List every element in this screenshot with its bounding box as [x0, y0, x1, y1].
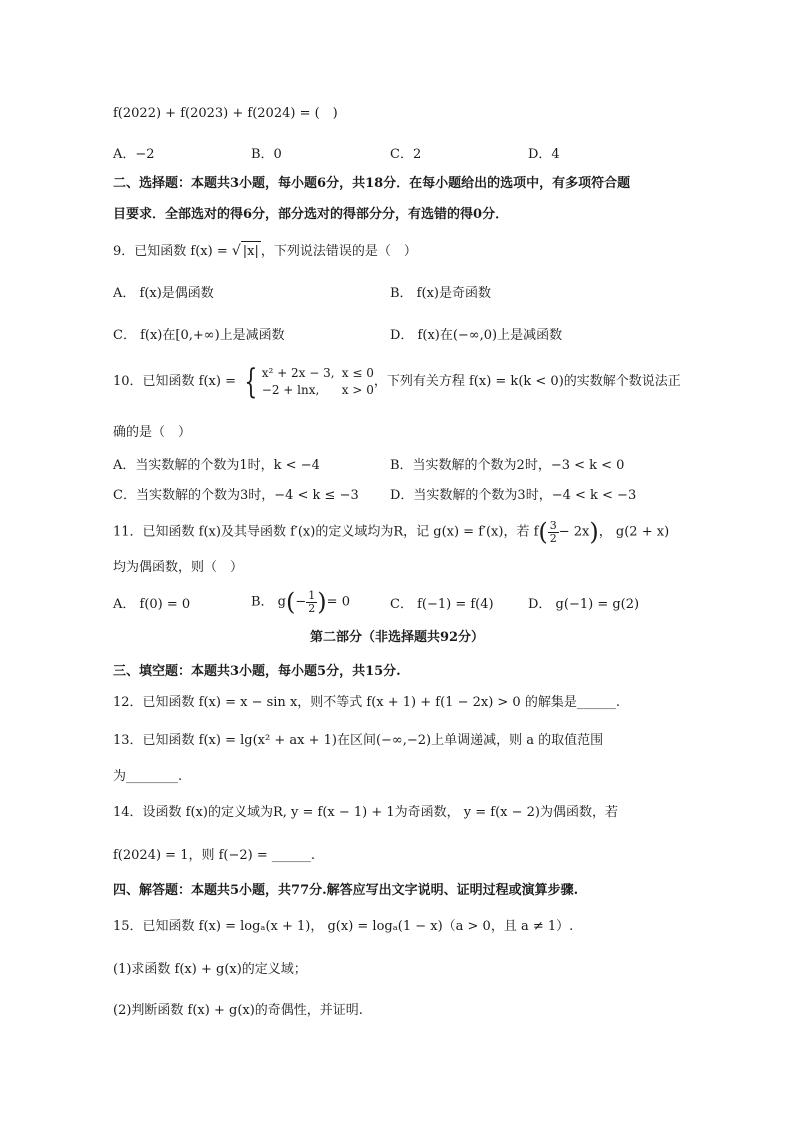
q8-option-d: D．4 — [528, 147, 560, 162]
q10-option-c: C．当实数解的个数为3时，−4 < k ≤ −3 — [113, 488, 359, 503]
q12-stem: 12．已知函数 f(x) = x − sin x，则不等式 f(x + 1) + f(1 − 2x) > 0 的解集是______. — [113, 695, 620, 710]
q15-stem: 15．已知函数 f(x) = logₐ(x + 1)， g(x) = logₐ(1 − x)（a > 0，且 a ≠ 1）. — [113, 919, 574, 934]
q9-radicand: |x| — [241, 241, 261, 262]
q11-optb-fraction — [306, 590, 317, 615]
q11-option-a: A． f(0) = 0 — [113, 597, 191, 612]
section4-header: 四、解答题：本题共5小题，共77分.解答应写出文字说明、证明过程或演算步骤. — [113, 883, 579, 898]
q10-option-d: D．当实数解的个数为3时，−4 < k < −3 — [390, 488, 637, 503]
q8-stem: f(2022) + f(2023) + f(2024) = ( ) — [113, 106, 338, 121]
q15-part1: (1)求函数 f(x) + g(x)的定义域； — [113, 962, 307, 977]
q10-case1-expr: x² + 2x − 3, — [261, 365, 335, 380]
q10-option-a: A．当实数解的个数为1时，k < −4 — [113, 458, 320, 473]
q15-part2: (2)判断函数 f(x) + g(x)的奇偶性，并证明. — [113, 1003, 363, 1018]
q11-stem-line2: 均为偶函数，则（ ） — [113, 560, 244, 575]
q9-option-d: D． f(x)在(−∞,0)上是减函数 — [390, 328, 563, 343]
q10-case2-cond: x > 0 — [341, 382, 374, 397]
q10-piecewise — [262, 365, 374, 399]
q11-optb-pre: B． g — [251, 594, 287, 610]
q10-brace: { — [244, 361, 258, 402]
q11-option-d: D． g(−1) = g(2) — [528, 597, 640, 612]
q8-option-a: A．−2 — [113, 147, 155, 162]
q11-fraction — [548, 520, 559, 545]
section3-header: 三、填空题：本题共3小题，每小题5分，共15分. — [113, 664, 401, 679]
q9-suffix: ，下列说法错误的是（ ） — [260, 244, 417, 259]
q11-suffix: ， g(2 + x) — [598, 524, 670, 540]
q9-option-a: A． f(x)是偶函数 — [113, 286, 214, 301]
q11-frac-num: 3 — [549, 518, 557, 532]
q14-stem-line2: f(2024) = 1，则 f(−2) = ______. — [113, 848, 316, 863]
q9-option-c: C． f(x)在[0,+∞)上是减函数 — [113, 328, 285, 343]
q13-stem: 13．已知函数 f(x) = lg(x² + ax + 1)在区间(−∞,−2)上单调递减，则 a 的取值范围 — [113, 733, 604, 748]
q9-stem: 9．已知函数 f(x) = √ |x| ，下列说法错误的是（ ） — [113, 241, 417, 262]
q11-optb-den: 2 — [308, 601, 316, 615]
q10-case1-cond: x ≤ 0 — [341, 365, 374, 380]
q10-stem-line2: 确的是（ ） — [113, 425, 192, 440]
q10-option-b: B．当实数解的个数为2时，−3 < k < 0 — [390, 458, 625, 473]
q10-suffix: ，下列有关方程 f(x) = k(k < 0)的实数解个数说法正 — [373, 374, 681, 389]
q11-option-b: B． g(− $\frac{1}{2}$ )= 0 — [251, 588, 350, 616]
q9-prefix: 9．已知函数 f(x) = — [113, 244, 232, 259]
q11-option-c: C． f(−1) = f(4) — [390, 597, 494, 612]
q13-stem-line2: 为________. — [113, 769, 183, 784]
section2-header-line1: 二、选择题：本题共3小题，每小题6分，共18分．在每小题给出的选项中，有多项符合题 — [113, 176, 631, 191]
q11-optb-post: = 0 — [326, 594, 350, 610]
q11-stem: 11．已知函数 f(x)及其导函数 f′(x)的定义域均为R，记 g(x) = f′(x)，若 f( $\frac{3}{2}$ − 2x)， g(2 + x) — [113, 518, 670, 546]
q14-stem: 14．设函数 f(x)的定义域为R, y = f(x − 1) + 1为奇函数， y = f(x − 2)为偶函数，若 — [113, 805, 619, 820]
part2-title: 第二部分（非选择题共92分） — [309, 630, 485, 645]
q11-after-frac: − 2x — [558, 524, 590, 540]
q11-prefix: 11．已知函数 f(x)及其导函数 f′(x)的定义域均为R，记 g(x) = f′(x)，若 f — [113, 524, 539, 540]
q10-case2-expr: −2 + lnx, — [261, 382, 320, 397]
q8-option-c: C．2 — [390, 147, 422, 162]
q8-option-b: B．0 — [251, 147, 282, 162]
q11-optb-num: 1 — [308, 588, 316, 602]
q9-option-b: B． f(x)是奇函数 — [390, 286, 491, 301]
q10-stem — [113, 362, 681, 402]
q10-prefix: 10．已知函数 f(x) = — [113, 374, 241, 389]
q11-frac-den: 2 — [549, 531, 557, 545]
section2-header-line2: 目要求．全部选对的得6分，部分选对的得部分分，有选错的得0分． — [113, 207, 509, 222]
